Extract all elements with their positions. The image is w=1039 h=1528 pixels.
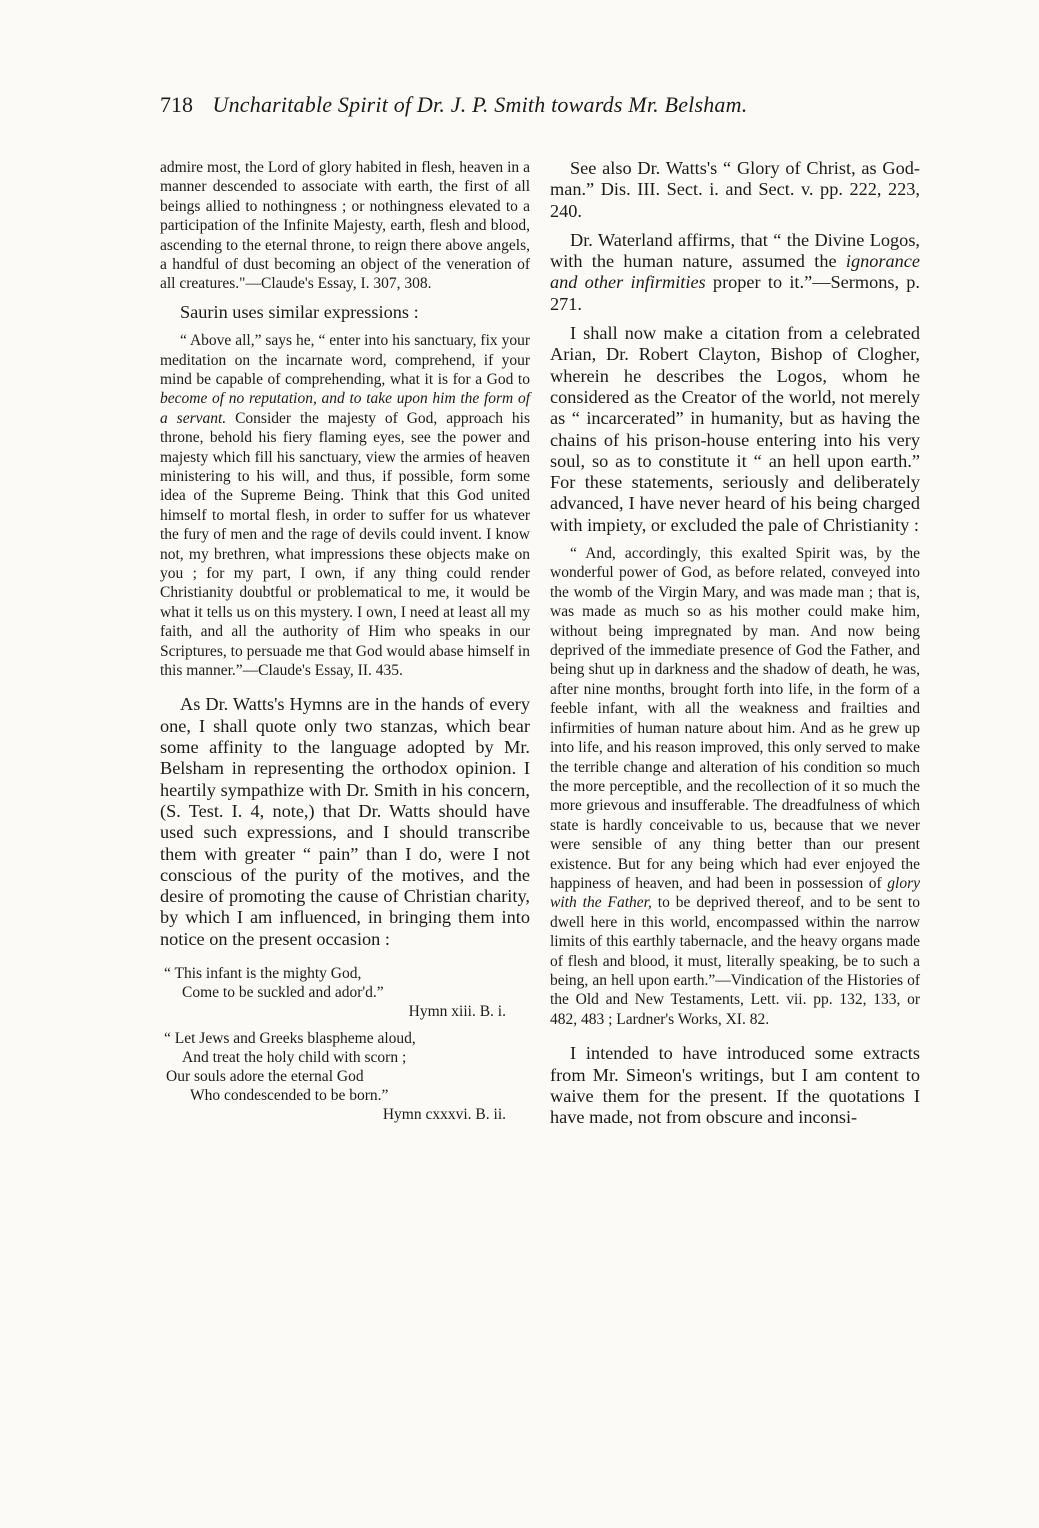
paragraph-watts-glory: See also Dr. Watts's “ Glory of Christ, as God-man.” Dis. III. Sect. i. and Sect. v. pp. 222, 223, 240. <box>550 158 920 221</box>
paragraph-waterland: Dr. Waterland affirms, that “ the Divine Logos, with the human nature, assumed the ignorance and other infirmities proper to it.”—Sermons, p. 271. <box>550 229 920 314</box>
left-column <box>160 158 530 1124</box>
paragraph-clayton-intro: I shall now make a citation from a celebrated Arian, Dr. Robert Clayton, Bishop of Clogher, wherein he describes the Logos, whom he considered as the Creator of the world, not merely as “ incarcerated” in humanity, but as having the chains of his prison-house entering into his very soul, so as to constitute it “ an hell upon earth.” For these statements, seriously and deliberately advanced, I have never heard of his being charged with impiety, or excluded the pale of Christianity : <box>550 323 920 535</box>
paragraph-saurin-intro: Saurin uses similar expressions : <box>180 301 419 322</box>
paragraph-simeon: I intended to have introduced some extracts from Mr. Simeon's writings, but I am content to waive them for the present. If the quotations I have made, not from obscure and inconsi- <box>550 1043 920 1128</box>
italic-phrase: become of no reputation, and to take upon him the form of a servant. <box>160 390 530 427</box>
hymn-stanza-2: “ Let Jews and Greeks blaspheme aloud, And treat the holy child with scorn ; Our souls adore the eternal God Who condescended to be born.” Hymn cxxxvi. B. ii. <box>160 1029 530 1124</box>
running-header <box>160 92 900 118</box>
italic-phrase: ignorance and other infirmities <box>550 251 920 293</box>
paragraph-watts-hymns: As Dr. Watts's Hymns are in the hands of every one, I shall quote only two stanzas, which bear some affinity to the language adopted by Mr. Belsham in representing the orthodox opinion. I heartily sympathize with Dr. Smith in his concern, (S. Test. I. 4, note,) that Dr. Watts should have used such expressions, and I should transcribe them with greater “ pain” than I do, were I not conscious of the purity of the motives, and the desire of promoting the cause of Christian charity, by which I am influenced, in bringing them into notice on the present occasion : <box>160 694 530 949</box>
page-number: 718 <box>160 92 193 117</box>
hymn-stanza-1: “ This infant is the mighty God, Come to be suckled and ador'd.” Hymn xiii. B. i. <box>160 964 530 1021</box>
hymn-citation: Hymn cxxxvi. B. ii. <box>382 1106 506 1124</box>
running-title: Uncharitable Spirit of Dr. J. P. Smith towards Mr. Belsham. <box>212 92 748 117</box>
right-column <box>550 158 920 1128</box>
paragraph-clayton-quote: “ And, accordingly, this exalted Spirit was, by the wonderful power of God, as before related, conveyed into the womb of the Virgin Mary, and was made man ; that is, was made as much so as his mother could make him, without being impregnated by man. And now being deprived of the immediate presence of God the Father, and being shut up in darkness and the shadow of death, he was, after nine months, brought forth into life, in the form of a feeble infant, with all the weakness and frailties and infirmities of human nature about him. And as he grew up into life, and his reason improved, this only served to make the terrible change and alteration of his condition so much the more perceptible, and the recollection of it so much the more grievous and insufferable. The dreadfulness of which state is hardly conceivable to us, because that we never were sensible of any thing better than our present existence. But for any being which had ever enjoyed the happiness of heaven, and had been in possession of glory with the Father, to be deprived thereof, and to be sent to dwell here in this world, encompassed within the narrow limits of this earthly tabernacle, and the heavy organs made of flesh and blood, it must, literally speaking, be to such a being, an hell upon earth.”—Vindication of the Histories of the Old and New Testaments, Lett. vii. pp. 132, 133, or 482, 483 ; Lardner's Works, XI. 82. <box>550 545 920 1028</box>
paragraph-claude-quote-end: admire most, the Lord of glory habited in flesh, heaven in a manner descended to associate with earth, the first of all beings allied to nothingness ; or nothingness elevated to a participation of the Infinite Majesty, earth, flesh and blood, ascending to the eternal throne, to reign there above angels, a handful of dust becoming an object of the veneration of all creatures."—Claude's Essay, I. 307, 308. <box>160 159 530 293</box>
paragraph-saurin-quote: “ Above all,” says he, “ enter into his sanctuary, fix your meditation on the incarnate word, comprehend, if your mind be capable of comprehending, what it is for a God to become of no reputation, and to take upon him the form of a servant. Consider the majesty of God, approach his throne, behold his fiery flaming eyes, see the power and majesty which fill his sanctuary, view the armies of heaven ministering to his will, and thus, if possible, form some idea of the Supreme Being. Think that this God united himself to mortal flesh, in order to suffer for us whatever the fury of men and the rage of devils could invent. I know not, my brethren, what impressions these objects make on you ; for my part, I own, if any thing could render Christianity doubtful or problematical to me, it would be what it tells us on this mystery. I own, I need at least all my faith, and all the authority of Him who speaks in our Scriptures, to persuade me that God would abase himself in this manner.”—Claude's Essay, II. 435. <box>160 332 530 680</box>
italic-phrase: glory with the Father, <box>550 874 920 912</box>
hymn-citation: Hymn xiii. B. i. <box>408 1003 506 1021</box>
